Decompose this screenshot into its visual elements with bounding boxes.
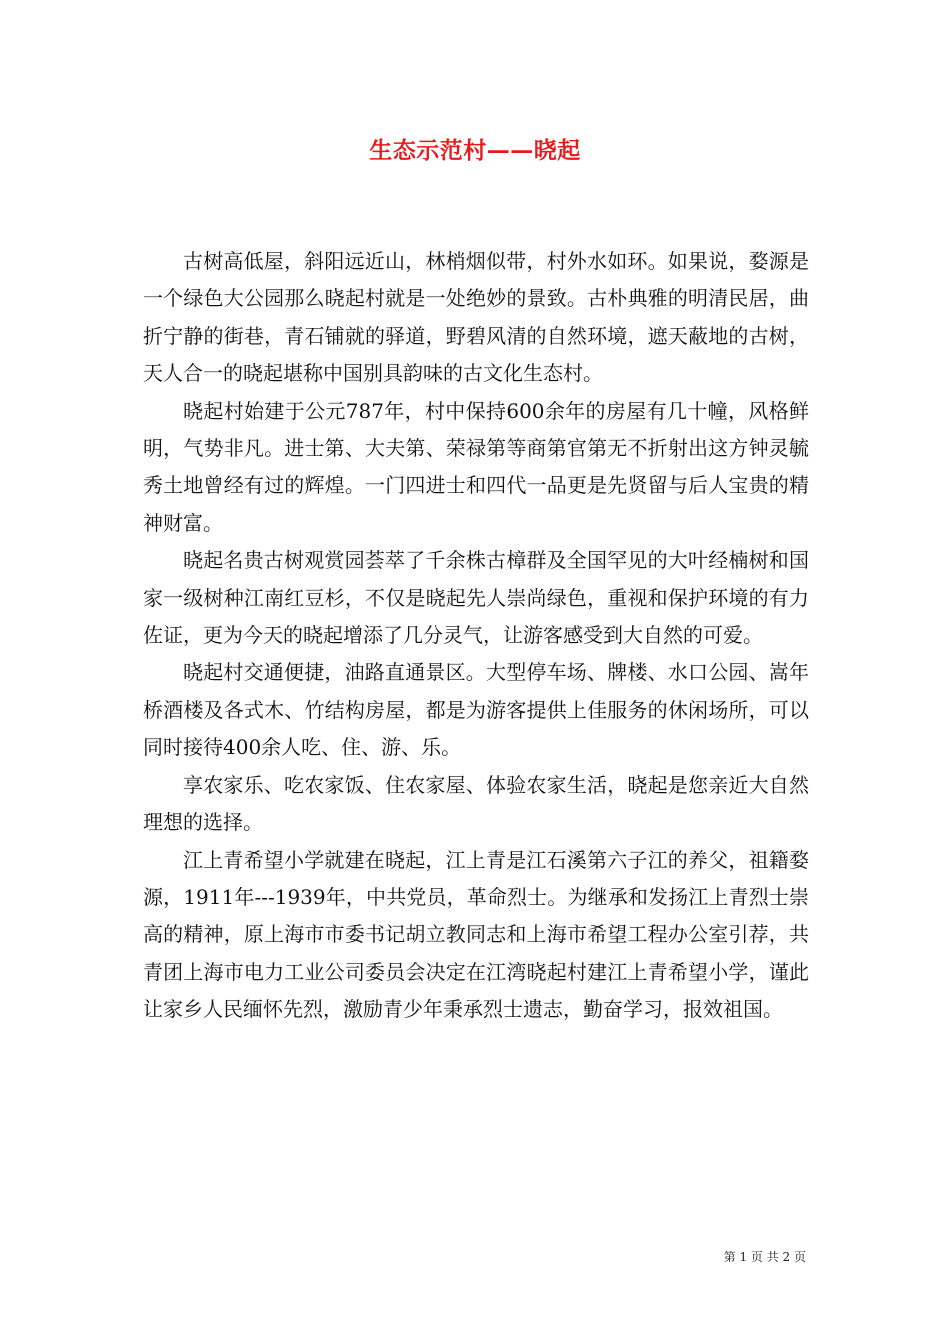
page-number-footer: 第 1 页 共 2 页 — [723, 1250, 806, 1264]
paragraph-4: 晓起村交通便捷，油路直通景区。大型停车场、牌楼、水口公园、嵩年桥酒楼及各式木、竹结构房屋，都是为游客提供上佳服务的休闲场所，可以同时接待400余人吃、住、游、乐。 — [143, 660, 809, 760]
paragraph-2: 晓起村始建于公元787年，村中保持600余年的房屋有几十幢，风格鲜明，气势非凡。进士第、大夫第、荣禄第等商第官第无不折射出这方钟灵毓秀土地曾经有过的辉煌。一门四进士和四代一品更是先贤留与后人宝贵的精神财富。 — [143, 398, 809, 535]
document-title: 生态示范村——晓起 — [369, 137, 581, 164]
paragraph-1: 古树高低屋，斜阳远近山，林梢烟似带，村外水如环。如果说，婺源是一个绿色大公园那么晓起村就是一处绝妙的景致。古朴典雅的明清民居，曲折宁静的街巷，青石铺就的驿道，野碧风清的自然环境，遮天蔽地的古树，天人合一的晓起堪称中国别具韵味的古文化生态村。 — [143, 249, 809, 386]
document-body — [143, 243, 809, 1029]
paragraph-6: 江上青希望小学就建在晓起，江上青是江石溪第六子江的养父，祖籍婺源，1911年---1939年，中共党员，革命烈士。为继承和发扬江上青烈士崇高的精神，原上海市市委书记胡立教同志和上海市希望工程办公室引荐，共青团上海市电力工业公司委员会决定在江湾晓起村建江上青希望小学，谨此让家乡人民缅怀先烈，激励青少年秉承烈士遗志，勤奋学习，报效祖国。 — [143, 847, 809, 1022]
paragraph-3: 晓起名贵古树观赏园荟萃了千余株古樟群及全国罕见的大叶经楠树和国家一级树种江南红豆杉，不仅是晓起先人崇尚绿色，重视和保护环境的有力佐证，更为今天的晓起增添了几分灵气，让游客感受到大自然的可爱。 — [143, 548, 809, 648]
paragraph-5: 享农家乐、吃农家饭、住农家屋、体验农家生活，晓起是您亲近大自然理想的选择。 — [143, 772, 809, 835]
